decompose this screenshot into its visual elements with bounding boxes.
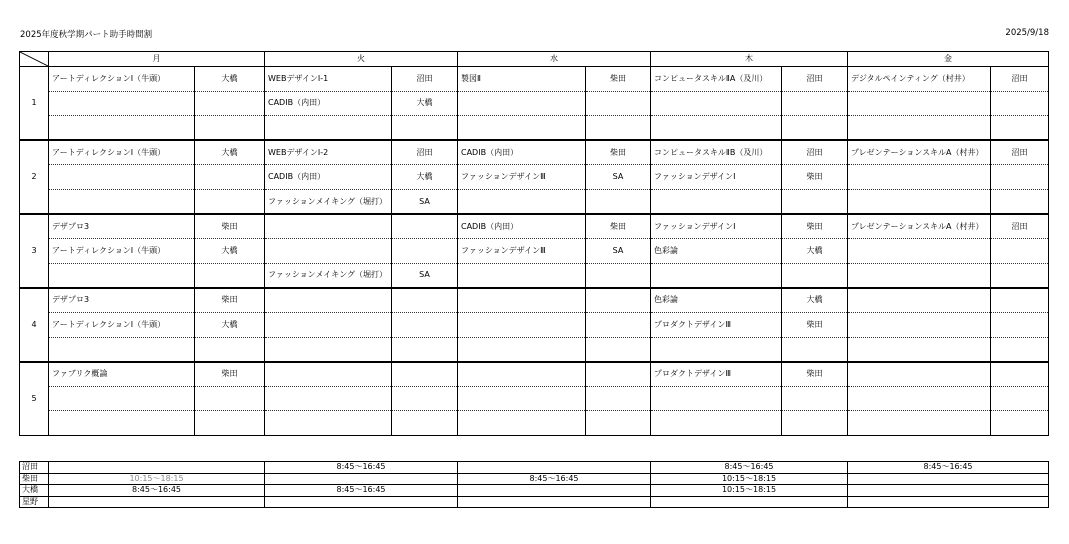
course-cell: [49, 189, 195, 214]
shift-row: [20, 473, 1049, 485]
course-cell: ファブリク概論: [49, 362, 195, 387]
course-cell: プロダクトデザインⅢ: [651, 362, 782, 387]
shift-time: 10:15～18:15: [651, 473, 848, 485]
table-row: [20, 189, 1049, 214]
table-row: [20, 386, 1049, 411]
assistant-cell: [195, 411, 265, 436]
period-number: 1: [20, 67, 49, 141]
assistant-cell: 大橋: [392, 165, 458, 190]
course-cell: [458, 263, 586, 288]
shift-time: [265, 473, 458, 485]
course-cell: [848, 239, 991, 264]
shift-time: [651, 496, 848, 508]
assistant-cell: [586, 337, 651, 362]
table-row: [20, 214, 1049, 239]
course-cell: [458, 189, 586, 214]
period-number: 4: [20, 288, 49, 362]
assistant-cell: [392, 312, 458, 337]
assistant-cell: 柴田: [195, 362, 265, 387]
assistant-cell: [195, 386, 265, 411]
course-cell: アートディレクションⅠ（牛頭）: [49, 312, 195, 337]
course-cell: アートディレクションⅠ（牛頭）: [49, 140, 195, 165]
assistant-cell: [586, 411, 651, 436]
table-row: [20, 91, 1049, 116]
course-cell: [49, 116, 195, 141]
assistant-cell: [195, 189, 265, 214]
assistant-cell: SA: [586, 165, 651, 190]
assistant-name: 星野: [20, 496, 49, 508]
assistant-name: 大橋: [20, 485, 49, 497]
assistant-cell: [586, 362, 651, 387]
shift-time: [458, 462, 651, 474]
course-cell: [848, 411, 991, 436]
course-cell: [49, 263, 195, 288]
table-row: [20, 116, 1049, 141]
shift-time: [458, 496, 651, 508]
course-cell: WEBデザインI-1: [265, 67, 392, 92]
course-cell: [458, 362, 586, 387]
course-cell: [848, 386, 991, 411]
course-cell: [848, 337, 991, 362]
shift-time: 10:15～18:15: [49, 473, 265, 485]
assistant-cell: [195, 116, 265, 141]
shift-time: 8:45～16:45: [49, 485, 265, 497]
course-cell: [848, 189, 991, 214]
assistant-cell: 沼田: [782, 140, 848, 165]
assistant-name: 柴田: [20, 473, 49, 485]
shift-time: 8:45～16:45: [651, 462, 848, 474]
course-cell: ファッションメイキング（堀打）: [265, 189, 392, 214]
course-cell: [848, 263, 991, 288]
course-cell: [848, 362, 991, 387]
course-cell: [265, 288, 392, 313]
assistant-cell: [586, 91, 651, 116]
assistant-cell: [392, 362, 458, 387]
assistant-cell: 柴田: [586, 140, 651, 165]
assistant-cell: [586, 288, 651, 313]
course-cell: ファッションデザインⅢ: [458, 165, 586, 190]
course-cell: [651, 189, 782, 214]
table-row: [20, 263, 1049, 288]
assistant-cell: [991, 337, 1049, 362]
assistant-cell: 柴田: [782, 362, 848, 387]
assistant-cell: [991, 239, 1049, 264]
page-title: 2025年度秋学期パート助手時間割: [20, 30, 153, 40]
assistant-cell: 柴田: [195, 214, 265, 239]
assistant-cell: [991, 116, 1049, 141]
course-cell: [651, 411, 782, 436]
timetable: [19, 51, 1049, 436]
course-cell: [651, 337, 782, 362]
shift-time: 8:45～16:45: [458, 473, 651, 485]
course-cell: [265, 337, 392, 362]
course-cell: アートディレクションⅠ（牛頭）: [49, 67, 195, 92]
course-cell: [458, 91, 586, 116]
course-cell: CADIB（内田）: [265, 165, 392, 190]
assistant-cell: [195, 337, 265, 362]
shift-row: [20, 462, 1049, 474]
course-cell: 製図Ⅱ: [458, 67, 586, 92]
course-cell: 色彩論: [651, 239, 782, 264]
course-cell: [265, 116, 392, 141]
assistant-cell: [586, 189, 651, 214]
assistant-cell: [782, 91, 848, 116]
course-cell: [265, 411, 392, 436]
course-cell: ファッションデザインⅠ: [651, 214, 782, 239]
print-date: 2025/9/18: [1005, 28, 1049, 38]
course-cell: コンピュータスキルⅡA（及川）: [651, 67, 782, 92]
assistant-cell: [991, 362, 1049, 387]
assistant-cell: 大橋: [195, 67, 265, 92]
day-header: 月: [49, 52, 265, 67]
course-cell: [848, 165, 991, 190]
assistant-cell: 柴田: [195, 288, 265, 313]
corner-cell: [20, 52, 49, 67]
shift-time: [848, 496, 1049, 508]
assistant-cell: 大橋: [782, 239, 848, 264]
assistant-name: 沼田: [20, 462, 49, 474]
day-header: 木: [651, 52, 848, 67]
course-cell: [651, 386, 782, 411]
assistant-cell: [586, 312, 651, 337]
table-row: [20, 165, 1049, 190]
assistant-cell: 柴田: [782, 214, 848, 239]
course-cell: [458, 386, 586, 411]
assistant-cell: [991, 411, 1049, 436]
table-row: [20, 411, 1049, 436]
course-cell: デザプロ3: [49, 214, 195, 239]
shift-table: [19, 461, 1049, 508]
course-cell: ファッションメイキング（堀打）: [265, 263, 392, 288]
course-cell: ファッションデザインⅠ: [651, 165, 782, 190]
course-cell: [49, 411, 195, 436]
table-row: [20, 140, 1049, 165]
course-cell: プロダクトデザインⅢ: [651, 312, 782, 337]
assistant-cell: [782, 386, 848, 411]
assistant-cell: 沼田: [782, 67, 848, 92]
assistant-cell: 柴田: [586, 214, 651, 239]
day-header: 火: [265, 52, 458, 67]
shift-time: [848, 473, 1049, 485]
assistant-cell: 沼田: [991, 214, 1049, 239]
assistant-cell: [991, 165, 1049, 190]
assistant-cell: SA: [392, 263, 458, 288]
shift-time: [848, 485, 1049, 497]
assistant-cell: 大橋: [195, 140, 265, 165]
assistant-cell: [991, 312, 1049, 337]
assistant-cell: [195, 91, 265, 116]
course-cell: アートディレクションⅠ（牛頭）: [49, 239, 195, 264]
course-cell: [265, 386, 392, 411]
course-cell: プレゼンテーションスキルA（村井）: [848, 140, 991, 165]
assistant-cell: 柴田: [782, 312, 848, 337]
assistant-cell: SA: [586, 239, 651, 264]
course-cell: デジタルペインティング（村井）: [848, 67, 991, 92]
assistant-cell: [195, 165, 265, 190]
course-cell: コンピュータスキルⅡB（及川）: [651, 140, 782, 165]
table-row: [20, 312, 1049, 337]
course-cell: [265, 239, 392, 264]
assistant-cell: [782, 116, 848, 141]
period-number: 3: [20, 214, 49, 288]
course-cell: [848, 312, 991, 337]
assistant-cell: 柴田: [782, 165, 848, 190]
assistant-cell: [782, 263, 848, 288]
assistant-cell: [991, 189, 1049, 214]
course-cell: [265, 214, 392, 239]
shift-time: 8:45～16:45: [265, 462, 458, 474]
assistant-cell: [782, 189, 848, 214]
shift-time: 10:15～18:15: [651, 485, 848, 497]
table-row: [20, 288, 1049, 313]
course-cell: [49, 386, 195, 411]
assistant-cell: [392, 116, 458, 141]
course-cell: [265, 312, 392, 337]
assistant-cell: 沼田: [392, 67, 458, 92]
assistant-cell: [782, 337, 848, 362]
course-cell: [651, 263, 782, 288]
assistant-cell: [392, 214, 458, 239]
shift-time: [49, 462, 265, 474]
course-cell: [651, 91, 782, 116]
course-cell: WEBデザインI-2: [265, 140, 392, 165]
assistant-cell: [586, 116, 651, 141]
course-cell: CADIB（内田）: [458, 140, 586, 165]
course-cell: [651, 116, 782, 141]
assistant-cell: [392, 411, 458, 436]
shift-time: [49, 496, 265, 508]
assistant-cell: [991, 91, 1049, 116]
course-cell: [848, 91, 991, 116]
table-row: [20, 362, 1049, 387]
course-cell: [49, 165, 195, 190]
assistant-cell: [782, 411, 848, 436]
assistant-cell: SA: [392, 189, 458, 214]
shift-time: 8:45～16:45: [848, 462, 1049, 474]
course-cell: CADIB（内田）: [458, 214, 586, 239]
course-cell: [458, 411, 586, 436]
day-header: 金: [848, 52, 1049, 67]
assistant-cell: 大橋: [195, 239, 265, 264]
assistant-cell: 柴田: [586, 67, 651, 92]
assistant-cell: [392, 239, 458, 264]
course-cell: [49, 91, 195, 116]
course-cell: プレゼンテーションスキルA（村井）: [848, 214, 991, 239]
assistant-cell: 大橋: [392, 91, 458, 116]
course-cell: デザプロ3: [49, 288, 195, 313]
shift-row: [20, 496, 1049, 508]
course-cell: [458, 312, 586, 337]
course-cell: [458, 288, 586, 313]
assistant-cell: 沼田: [392, 140, 458, 165]
assistant-cell: 大橋: [195, 312, 265, 337]
assistant-cell: [586, 263, 651, 288]
day-header: 水: [458, 52, 651, 67]
assistant-cell: [991, 386, 1049, 411]
table-row: [20, 337, 1049, 362]
assistant-cell: 沼田: [991, 67, 1049, 92]
course-cell: [848, 288, 991, 313]
table-row: [20, 239, 1049, 264]
assistant-cell: [991, 288, 1049, 313]
shift-time: 8:45～16:45: [265, 485, 458, 497]
shift-time: [458, 485, 651, 497]
assistant-cell: [586, 386, 651, 411]
period-number: 2: [20, 140, 49, 214]
course-cell: 色彩論: [651, 288, 782, 313]
course-cell: [265, 362, 392, 387]
shift-time: [265, 496, 458, 508]
course-cell: ファッションデザインⅢ: [458, 239, 586, 264]
assistant-cell: [392, 337, 458, 362]
shift-row: [20, 485, 1049, 497]
period-number: 5: [20, 362, 49, 436]
assistant-cell: [195, 263, 265, 288]
assistant-cell: [392, 288, 458, 313]
course-cell: [458, 116, 586, 141]
course-cell: CADIB（内田）: [265, 91, 392, 116]
course-cell: [49, 337, 195, 362]
assistant-cell: [392, 386, 458, 411]
assistant-cell: [991, 263, 1049, 288]
assistant-cell: 沼田: [991, 140, 1049, 165]
course-cell: [848, 116, 991, 141]
table-row: [20, 67, 1049, 92]
course-cell: [458, 337, 586, 362]
assistant-cell: 大橋: [782, 288, 848, 313]
